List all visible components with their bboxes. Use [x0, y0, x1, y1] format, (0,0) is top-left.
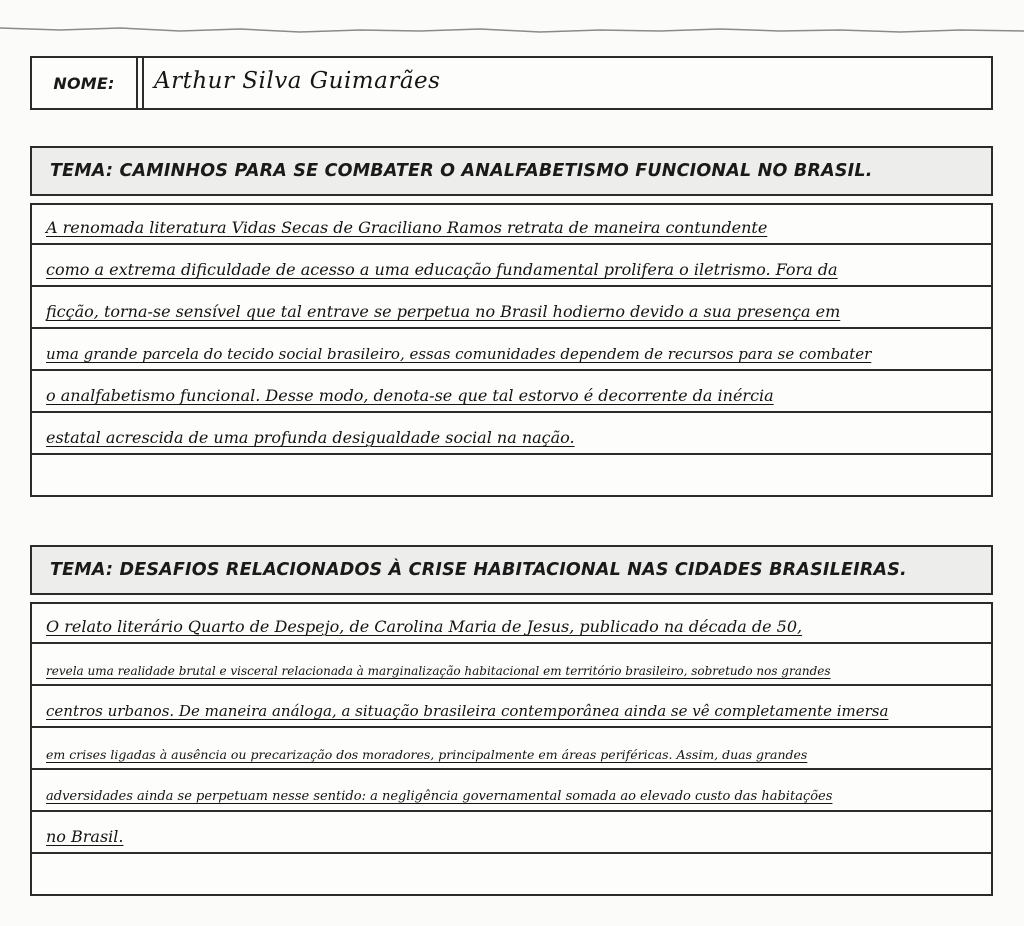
- theme-title-2: [30, 545, 993, 595]
- essay-line: [30, 602, 993, 644]
- essay-line-text: ficção, torna-se sensível que tal entrave se perpetua no Brasil hodierno devido a sua presença em: [46, 302, 841, 321]
- name-label: NOME:: [53, 73, 115, 93]
- theme-title-1: [30, 146, 993, 196]
- essay-2-lines: [30, 602, 993, 896]
- name-row: [30, 56, 993, 110]
- essay-line: [30, 203, 993, 245]
- essay-line-text: revela uma realidade brutal e visceral relacionada à marginalização habitacional em território brasileiro, sobretudo nos grandes: [46, 664, 831, 678]
- essay-line-text: O relato literário Quarto de Despejo, de Carolina Maria de Jesus, publicado na década de 50,: [46, 617, 803, 636]
- essay-line-text: em crises ligadas à ausência ou precarização dos moradores, principalmente em áreas periféricas. Assim, duas grandes: [46, 747, 808, 762]
- torn-paper-edge: [0, 0, 1024, 40]
- theme-label-2: TEMA: DESAFIOS RELACIONADOS À CRISE HABITACIONAL NAS CIDADES BRASILEIRAS.: [50, 560, 907, 580]
- essay-line: [30, 371, 993, 413]
- essay-line: [30, 686, 993, 728]
- essay-line-text: como a extrema dificuldade de acesso a uma educação fundamental prolifera o iletrismo. Fora da: [46, 260, 838, 279]
- essay-line-text: no Brasil.: [46, 827, 124, 846]
- essay-line-text: o analfabetismo funcional. Desse modo, denota-se que tal estorvo é decorrente da inércia: [46, 386, 774, 405]
- essay-1-lines: [30, 203, 993, 497]
- essay-line-text: uma grande parcela do tecido social brasileiro, essas comunidades dependem de recursos para se combater: [46, 345, 872, 363]
- essay-line: [30, 854, 993, 896]
- essay-line: [30, 329, 993, 371]
- essay-line-text: estatal acrescida de uma profunda desigualdade social na nação.: [46, 428, 575, 447]
- essay-line: [30, 812, 993, 854]
- essay-line: [30, 728, 993, 770]
- name-label-cell: [32, 58, 138, 108]
- essay-line: [30, 245, 993, 287]
- essay-line: [30, 287, 993, 329]
- essay-line: [30, 455, 993, 497]
- essay-line-text: adversidades ainda se perpetuam nesse sentido: a negligência governamental somada ao elevado custo das habitações: [46, 789, 833, 804]
- essay-line: [30, 770, 993, 812]
- name-value: Arthur Silva Guimarães: [154, 68, 441, 94]
- essay-line-text: centros urbanos. De maneira análoga, a situação brasileira contemporânea ainda se vê completamente imersa: [46, 702, 889, 720]
- theme-label-1: TEMA: CAMINHOS PARA SE COMBATER O ANALFABETISMO FUNCIONAL NO BRASIL.: [50, 161, 873, 181]
- name-divider: [142, 58, 144, 108]
- essay-line: [30, 413, 993, 455]
- essay-line: [30, 644, 993, 686]
- essay-line-text: A renomada literatura Vidas Secas de Graciliano Ramos retrata de maneira contundente: [46, 218, 768, 237]
